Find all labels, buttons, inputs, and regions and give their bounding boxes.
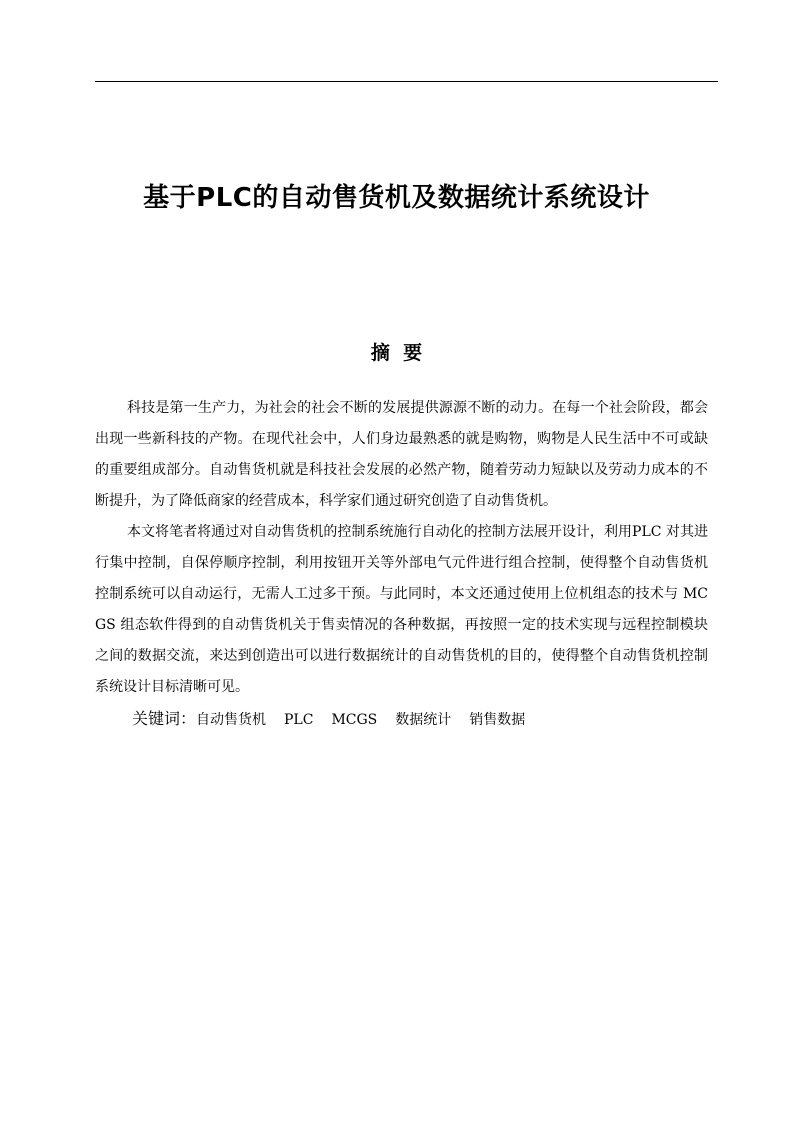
keyword-item: MCGS bbox=[331, 712, 378, 728]
keyword-item: 数据统计 bbox=[395, 712, 452, 728]
abstract-body bbox=[95, 393, 708, 736]
abstract-paragraph-2: 本文将笔者将通过对自动售货机的控制系统施行自动化的控制方法展开设计，利用PLC 对其进行集中控制，自保停顺序控制，利用按钮开关等外部电气元件进行组合控制，使得整个自动售货机控制系统可以自动运行，无需人工过多干预。与此同时，本文还通过使用上位机组态的技术与 MCGS 组态软件得到的自动售货机关于售卖情况的各种数据，再按照一定的技术实现与远程控制模块之间的数据交流，来达到创造出可以进行数据统计的自动售货机的目的，使得整个自动售货机控制系统设计目标清晰可见。 bbox=[95, 524, 708, 695]
page-title: 基于PLC的自动售货机及数据统计系统设计 bbox=[143, 183, 650, 213]
keywords-line bbox=[95, 703, 708, 736]
header-rule bbox=[95, 81, 718, 82]
keyword-item: PLC bbox=[284, 712, 314, 728]
keyword-item: 自动售货机 bbox=[196, 712, 267, 728]
keywords-label: 关键词： bbox=[132, 709, 197, 728]
abstract-paragraph-1: 科技是第一生产力，为社会的社会不断的发展提供源源不断的动力。在每一个社会阶段，都会出现一些新科技的产物。在现代社会中，人们身边最熟悉的就是购物，购物是人民生活中不可或缺的重要组成部分。自动售货机就是科技社会发展的必然产物，随着劳动力短缺以及劳动力成本的不断提升，为了降低商家的经营成本，科学家们通过研究创造了自动售货机。 bbox=[95, 400, 708, 509]
abstract-heading: 摘 要 bbox=[370, 342, 423, 364]
keyword-item: 销售数据 bbox=[469, 712, 526, 728]
